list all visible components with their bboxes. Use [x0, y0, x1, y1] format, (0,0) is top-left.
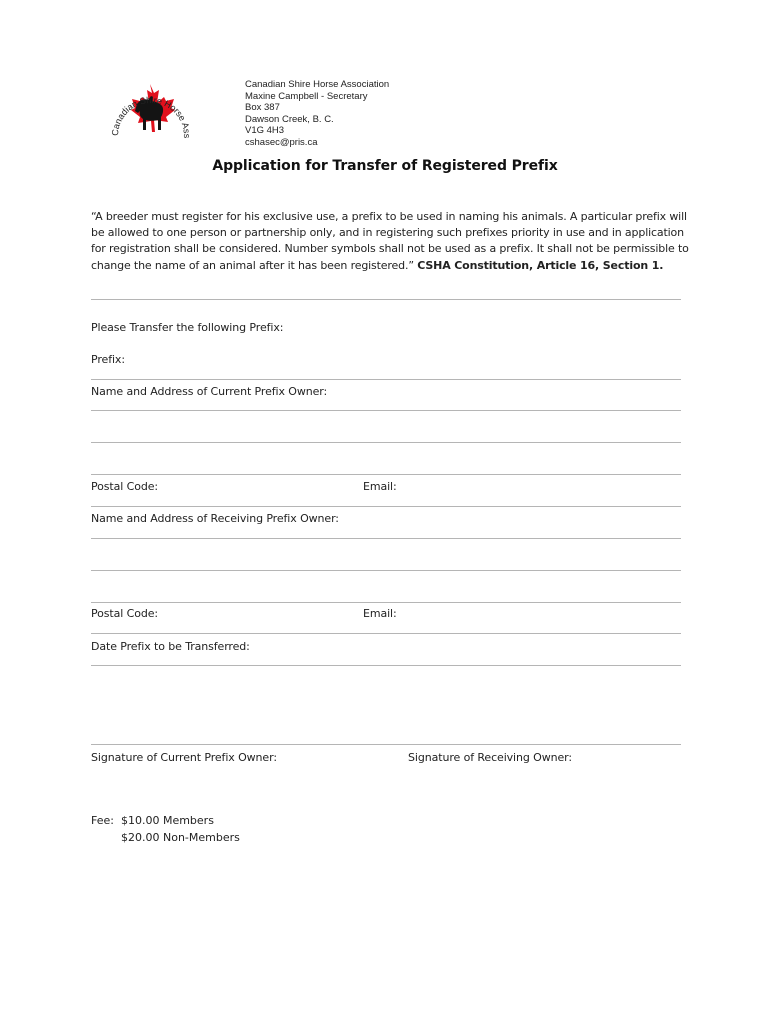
org-contact: Maxine Campbell - Secretary [245, 90, 368, 102]
receiving-owner-label: Name and Address of Receiving Prefix Owner: [91, 512, 339, 525]
current-email-label: Email: [363, 480, 397, 493]
logo-graphic [104, 70, 196, 146]
quote-citation: CSHA Constitution, Article 16, Section 1. [417, 258, 664, 272]
receiving-owner-line-1[interactable] [91, 538, 681, 539]
fee-label: Fee: [91, 814, 114, 827]
prefix-label: Prefix: [91, 353, 125, 366]
quote-text: “A breeder must register for his exclusive use, a prefix to be used in naming his animals. A particular prefix will be allowed to one person or partnership only, and in registering such prefixes priority in use and in application for registration shall be considered. Number symbols shall not be used as a prefix. It shall not be permissible to change the name of an animal after it has been registered.” [91, 210, 689, 272]
signature-current-label: Signature of Current Prefix Owner: [91, 751, 277, 764]
current-owner-line-2[interactable] [91, 442, 681, 443]
prefix-field-line[interactable] [91, 379, 681, 380]
receiving-postal-line[interactable] [91, 633, 681, 634]
fee-block [91, 813, 240, 846]
signature-receiving-label: Signature of Receiving Owner: [408, 751, 572, 764]
receiving-owner-line-3[interactable] [91, 602, 681, 603]
current-postal-label: Postal Code: [91, 480, 158, 493]
divider [91, 299, 681, 300]
fee-non-members: $20.00 Non-Members [121, 830, 240, 844]
organization-address [245, 79, 389, 149]
receiving-postal-label: Postal Code: [91, 607, 158, 620]
org-email[interactable]: cshasec@pris.ca [245, 136, 318, 148]
receiving-email-label: Email: [363, 607, 397, 620]
transfer-intro: Please Transfer the following Prefix: [91, 321, 284, 334]
receiving-owner-line-2[interactable] [91, 570, 681, 571]
org-box: Box 387 [245, 102, 280, 114]
current-owner-line-1[interactable] [91, 410, 681, 411]
org-name: Canadian Shire Horse Association [245, 79, 390, 90]
signature-line[interactable] [91, 744, 681, 745]
transfer-date-label: Date Prefix to be Transferred: [91, 640, 250, 653]
current-owner-line-3[interactable] [91, 474, 681, 475]
current-postal-line[interactable] [91, 506, 681, 507]
association-logo [104, 70, 196, 146]
page-title: Application for Transfer of Registered Prefix [212, 158, 558, 174]
transfer-date-line[interactable] [91, 665, 681, 666]
logo-ring-text: Canadian Shire Horse Ass [109, 94, 193, 139]
org-city: Dawson Creek, B. C. [245, 113, 334, 125]
org-postal: V1G 4H3 [245, 125, 285, 137]
current-owner-label: Name and Address of Current Prefix Owner: [91, 385, 328, 398]
constitution-quote [91, 209, 691, 274]
fee-members: $10.00 Members [120, 814, 214, 827]
